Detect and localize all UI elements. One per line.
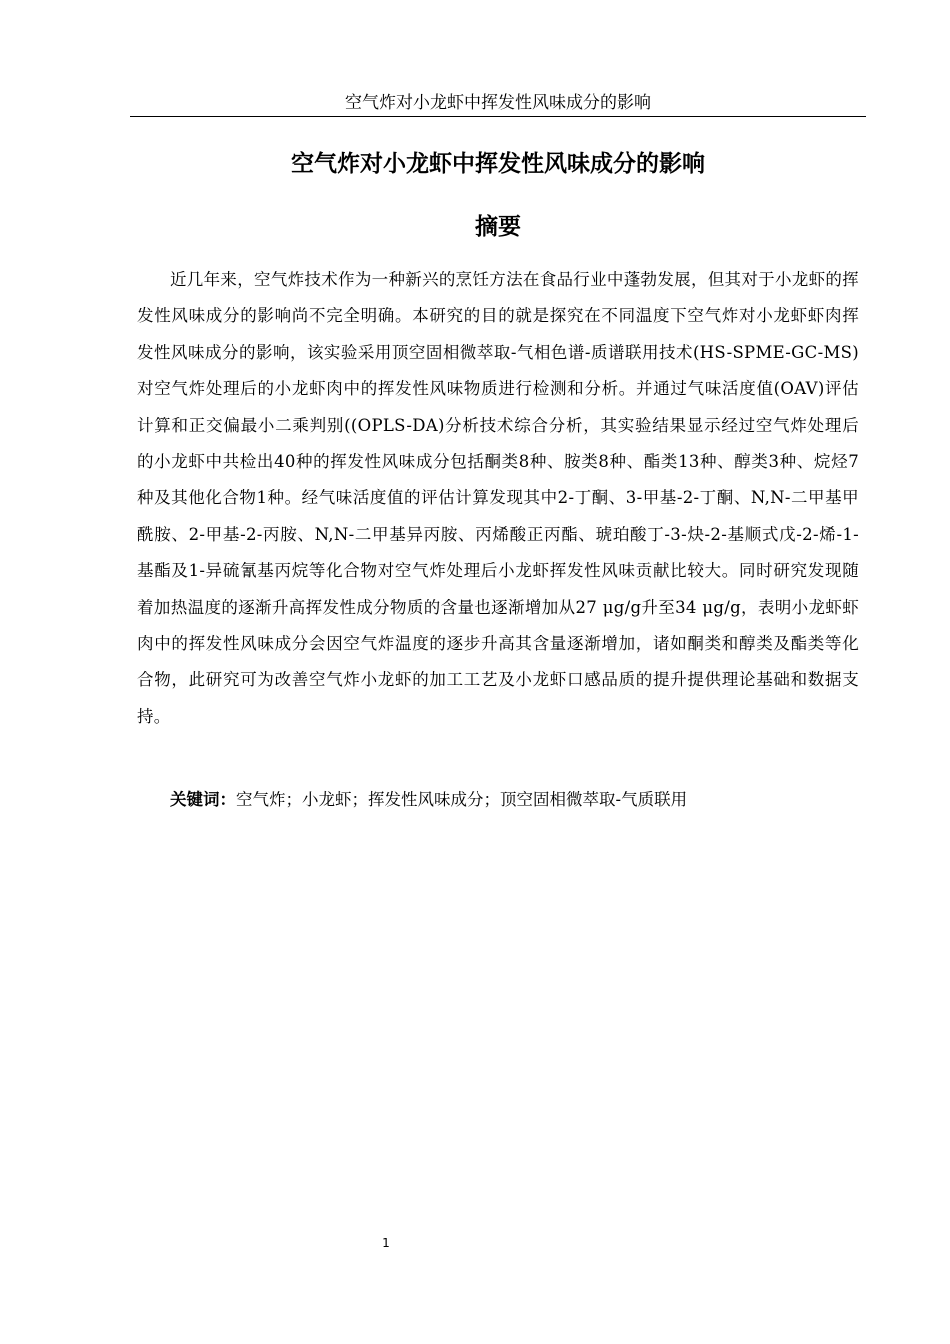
- abstract-heading: 摘要: [475, 214, 521, 240]
- running-header: 空气炸对小龙虾中挥发性风味成分的影响: [345, 93, 651, 113]
- keywords-value: 空气炸；小龙虾；挥发性风味成分；顶空固相微萃取-气质联用: [236, 790, 688, 809]
- keywords-line: [137, 782, 859, 818]
- keywords-label: 关键词：: [170, 790, 236, 809]
- abstract-body: 近几年来，空气炸技术作为一种新兴的烹饪方法在食品行业中蓬勃发展，但其对于小龙虾的挥发性风味成分的影响尚不完全明确。本研究的目的就是探究在不同温度下空气炸对小龙虾虾肉挥发性风味成分的影响，该实验采用顶空固相微萃取-气相色谱-质谱联用技术(HS-SPME-GC-MS)对空气炸处理后的小龙虾肉中的挥发性风味物质进行检测和分析。并通过气味活度值(OAV)评估计算和正交偏最小二乘判别((OPLS-DA)分析技术综合分析，其实验结果显示经过空气炸处理后的小龙虾中共检出40种的挥发性风味成分包括酮类8种、胺类8种、酯类13种、醇类3种、烷烃7种及其他化合物1种。经气味活度值的评估计算发现其中2-丁酮、3-甲基-2-丁酮、N,N-二甲基甲酰胺、2-甲基-2-丙胺、N,N-二甲基异丙胺、丙烯酸正丙酯、琥珀酸丁-3-炔-2-基顺式戊-2-烯-1-基酯及1-异硫氰基丙烷等化合物对空气炸处理后小龙虾挥发性风味贡献比较大。同时研究发现随着加热温度的逐渐升高挥发性成分物质的含量也逐渐增加从27 μg/g升至34 μg/g，表明小龙虾虾肉中的挥发性风味成分会因空气炸温度的逐步升高其含量逐渐增加，诸如酮类和醇类及酯类等化合物，此研究可为改善空气炸小龙虾的加工工艺及小龙虾口感品质的提升提供理论基础和数据支持。: [137, 270, 859, 726]
- page-number: 1: [382, 1236, 390, 1250]
- header-divider: [130, 116, 866, 117]
- paper-title: 空气炸对小龙虾中挥发性风味成分的影响: [291, 151, 705, 177]
